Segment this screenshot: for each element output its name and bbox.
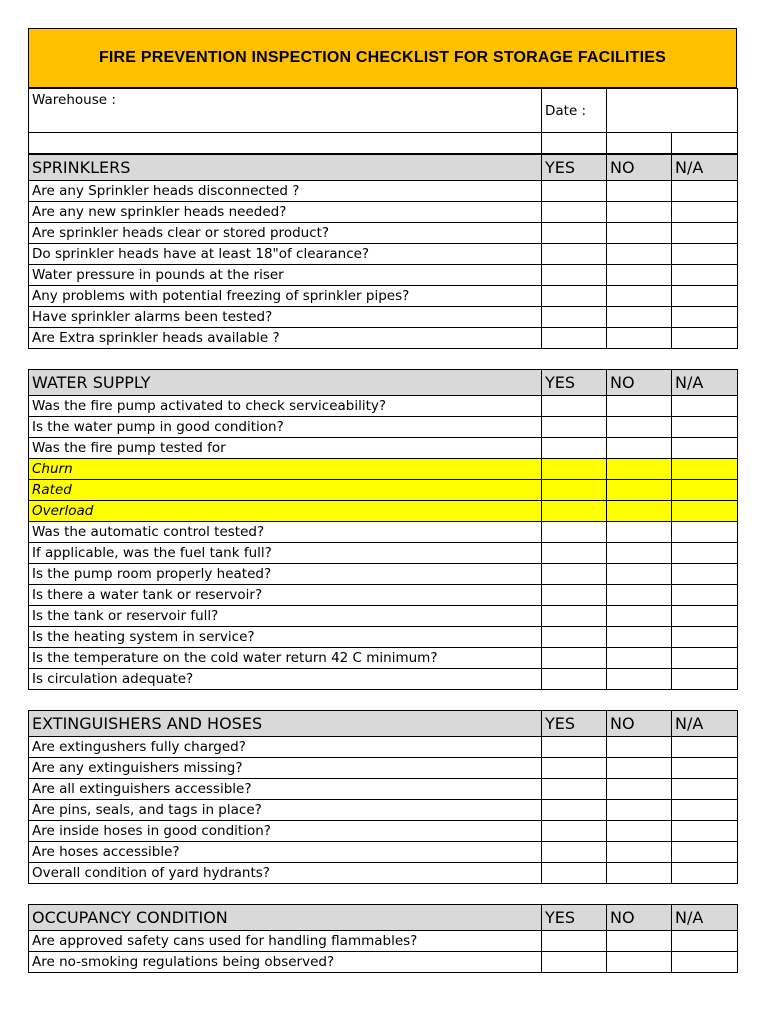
na-checkbox-cell[interactable] [672,842,738,863]
no-checkbox-cell[interactable] [607,737,672,758]
no-checkbox-cell[interactable] [607,202,672,223]
table-row [29,480,738,501]
yes-checkbox-cell[interactable] [542,438,607,459]
na-checkbox-cell[interactable] [672,438,738,459]
yes-checkbox-cell[interactable] [542,779,607,800]
section-title: OCCUPANCY CONDITION [29,905,542,931]
table-row [29,737,738,758]
section-header-row [29,370,738,396]
yes-checkbox-cell[interactable] [542,627,607,648]
no-checkbox-cell[interactable] [607,480,672,501]
yes-checkbox-cell[interactable] [542,328,607,349]
na-column-header: N/A [672,905,738,931]
question-text: Are no-smoking regulations being observed? [29,952,542,973]
table-row [29,501,738,522]
question-text: Are approved safety cans used for handling flammables? [29,931,542,952]
question-text: Is the pump room properly heated? [29,564,542,585]
section-title: SPRINKLERS [29,155,542,181]
table-row [29,627,738,648]
yes-checkbox-cell[interactable] [542,737,607,758]
na-checkbox-cell[interactable] [672,821,738,842]
table-row [29,800,738,821]
no-checkbox-cell[interactable] [607,307,672,328]
question-text: Was the fire pump activated to check serviceability? [29,396,542,417]
yes-checkbox-cell[interactable] [542,244,607,265]
question-text: Are any extinguishers missing? [29,758,542,779]
table-row [29,543,738,564]
yes-checkbox-cell[interactable] [542,480,607,501]
na-checkbox-cell[interactable] [672,737,738,758]
question-text: Have sprinkler alarms been tested? [29,307,542,328]
section-header-row [29,905,738,931]
na-column-header: N/A [672,155,738,181]
section-table [28,710,738,884]
yes-checkbox-cell[interactable] [542,669,607,690]
yes-checkbox-cell[interactable] [542,501,607,522]
yes-checkbox-cell[interactable] [542,648,607,669]
blank-cell [672,133,738,154]
no-checkbox-cell[interactable] [607,627,672,648]
no-checkbox-cell[interactable] [607,758,672,779]
section-table [28,369,738,690]
no-checkbox-cell[interactable] [607,931,672,952]
section-header-row [29,155,738,181]
na-checkbox-cell[interactable] [672,863,738,884]
section-title: EXTINGUISHERS AND HOSES [29,711,542,737]
na-checkbox-cell[interactable] [672,800,738,821]
question-text: Water pressure in pounds at the riser [29,265,542,286]
yes-checkbox-cell[interactable] [542,202,607,223]
table-row [29,585,738,606]
table-row [29,286,738,307]
section-table [28,154,738,349]
table-row [29,522,738,543]
question-text: Are inside hoses in good condition? [29,821,542,842]
question-text: Overload [29,501,542,522]
no-checkbox-cell[interactable] [607,223,672,244]
yes-column-header: YES [542,155,607,181]
yes-column-header: YES [542,370,607,396]
table-row [29,779,738,800]
na-checkbox-cell[interactable] [672,223,738,244]
na-checkbox-cell[interactable] [672,758,738,779]
na-checkbox-cell[interactable] [672,931,738,952]
na-checkbox-cell[interactable] [672,396,738,417]
no-checkbox-cell[interactable] [607,606,672,627]
question-text: Is the heating system in service? [29,627,542,648]
no-checkbox-cell[interactable] [607,842,672,863]
no-checkbox-cell[interactable] [607,181,672,202]
question-text: Is there a water tank or reservoir? [29,585,542,606]
yes-checkbox-cell[interactable] [542,417,607,438]
yes-checkbox-cell[interactable] [542,223,607,244]
table-row [29,396,738,417]
question-text: Is the temperature on the cold water return 42 C minimum? [29,648,542,669]
na-checkbox-cell[interactable] [672,952,738,973]
question-text: Are Extra sprinkler heads available ? [29,328,542,349]
yes-checkbox-cell[interactable] [542,821,607,842]
question-text: Any problems with potential freezing of sprinkler pipes? [29,286,542,307]
warehouse-label: Warehouse : [29,89,542,133]
no-checkbox-cell[interactable] [607,564,672,585]
table-row [29,459,738,480]
no-checkbox-cell[interactable] [607,779,672,800]
yes-checkbox-cell[interactable] [542,758,607,779]
section-table [28,904,738,973]
question-text: Do sprinkler heads have at least 18"of clearance? [29,244,542,265]
yes-checkbox-cell[interactable] [542,931,607,952]
section-title: WATER SUPPLY [29,370,542,396]
yes-checkbox-cell[interactable] [542,307,607,328]
no-column-header: NO [607,370,672,396]
no-column-header: NO [607,711,672,737]
table-row [29,842,738,863]
na-checkbox-cell[interactable] [672,480,738,501]
yes-column-header: YES [542,711,607,737]
question-text: Is the tank or reservoir full? [29,606,542,627]
na-checkbox-cell[interactable] [672,606,738,627]
blank-cell [542,133,607,154]
header-info-table [28,88,738,154]
no-checkbox-cell[interactable] [607,522,672,543]
na-checkbox-cell[interactable] [672,459,738,480]
table-row [29,821,738,842]
na-checkbox-cell[interactable] [672,307,738,328]
table-row [29,648,738,669]
no-column-header: NO [607,155,672,181]
na-column-header: N/A [672,711,738,737]
yes-checkbox-cell[interactable] [542,564,607,585]
blank-cell [607,133,672,154]
na-checkbox-cell[interactable] [672,501,738,522]
na-checkbox-cell[interactable] [672,648,738,669]
no-checkbox-cell[interactable] [607,863,672,884]
no-checkbox-cell[interactable] [607,244,672,265]
table-row [29,417,738,438]
yes-checkbox-cell[interactable] [542,606,607,627]
na-checkbox-cell[interactable] [672,286,738,307]
date-label: Date : [542,89,607,133]
question-text: Are extingushers fully charged? [29,737,542,758]
table-row [29,223,738,244]
table-row [29,181,738,202]
checklist-sheet [28,28,737,973]
no-checkbox-cell[interactable] [607,543,672,564]
na-checkbox-cell[interactable] [672,181,738,202]
table-row [29,438,738,459]
table-row [29,265,738,286]
sections-container [28,154,737,973]
na-checkbox-cell[interactable] [672,669,738,690]
na-checkbox-cell[interactable] [672,585,738,606]
yes-column-header: YES [542,905,607,931]
table-row [29,669,738,690]
question-text: Are hoses accessible? [29,842,542,863]
na-checkbox-cell[interactable] [672,522,738,543]
no-column-header: NO [607,905,672,931]
table-row [29,758,738,779]
table-row [29,244,738,265]
question-text: Are all extinguishers accessible? [29,779,542,800]
na-checkbox-cell[interactable] [672,202,738,223]
yes-checkbox-cell[interactable] [542,286,607,307]
table-row [29,931,738,952]
no-checkbox-cell[interactable] [607,396,672,417]
yes-checkbox-cell[interactable] [542,585,607,606]
na-checkbox-cell[interactable] [672,417,738,438]
table-row [29,328,738,349]
no-checkbox-cell[interactable] [607,821,672,842]
no-checkbox-cell[interactable] [607,417,672,438]
no-checkbox-cell[interactable] [607,328,672,349]
no-checkbox-cell[interactable] [607,648,672,669]
question-text: Was the fire pump tested for [29,438,542,459]
na-checkbox-cell[interactable] [672,244,738,265]
table-row [29,307,738,328]
section-gap [28,690,737,710]
na-column-header: N/A [672,370,738,396]
yes-checkbox-cell[interactable] [542,265,607,286]
table-row [29,564,738,585]
question-text: Is circulation adequate? [29,669,542,690]
table-row [29,952,738,973]
question-text: Are pins, seals, and tags in place? [29,800,542,821]
no-checkbox-cell[interactable] [607,501,672,522]
page-title: FIRE PREVENTION INSPECTION CHECKLIST FOR STORAGE FACILITIES [28,28,737,88]
na-checkbox-cell[interactable] [672,627,738,648]
yes-checkbox-cell[interactable] [542,522,607,543]
no-checkbox-cell[interactable] [607,459,672,480]
date-field[interactable] [607,89,738,133]
yes-checkbox-cell[interactable] [542,800,607,821]
na-checkbox-cell[interactable] [672,564,738,585]
yes-checkbox-cell[interactable] [542,842,607,863]
yes-checkbox-cell[interactable] [542,181,607,202]
section-gap [28,884,737,904]
section-header-row [29,711,738,737]
table-row [29,606,738,627]
no-checkbox-cell[interactable] [607,265,672,286]
warehouse-field[interactable] [29,133,542,154]
na-checkbox-cell[interactable] [672,265,738,286]
no-checkbox-cell[interactable] [607,585,672,606]
na-checkbox-cell[interactable] [672,328,738,349]
question-text: Overall condition of yard hydrants? [29,863,542,884]
section-gap [28,349,737,369]
question-text: Are any new sprinkler heads needed? [29,202,542,223]
yes-checkbox-cell[interactable] [542,952,607,973]
question-text: Are sprinkler heads clear or stored product? [29,223,542,244]
table-row [29,863,738,884]
no-checkbox-cell[interactable] [607,800,672,821]
no-checkbox-cell[interactable] [607,669,672,690]
question-text: If applicable, was the fuel tank full? [29,543,542,564]
question-text: Are any Sprinkler heads disconnected ? [29,181,542,202]
no-checkbox-cell[interactable] [607,438,672,459]
no-checkbox-cell[interactable] [607,952,672,973]
yes-checkbox-cell[interactable] [542,459,607,480]
yes-checkbox-cell[interactable] [542,396,607,417]
na-checkbox-cell[interactable] [672,543,738,564]
yes-checkbox-cell[interactable] [542,863,607,884]
table-row [29,202,738,223]
na-checkbox-cell[interactable] [672,779,738,800]
question-text: Is the water pump in good condition? [29,417,542,438]
question-text: Churn [29,459,542,480]
yes-checkbox-cell[interactable] [542,543,607,564]
no-checkbox-cell[interactable] [607,286,672,307]
question-text: Rated [29,480,542,501]
question-text: Was the automatic control tested? [29,522,542,543]
